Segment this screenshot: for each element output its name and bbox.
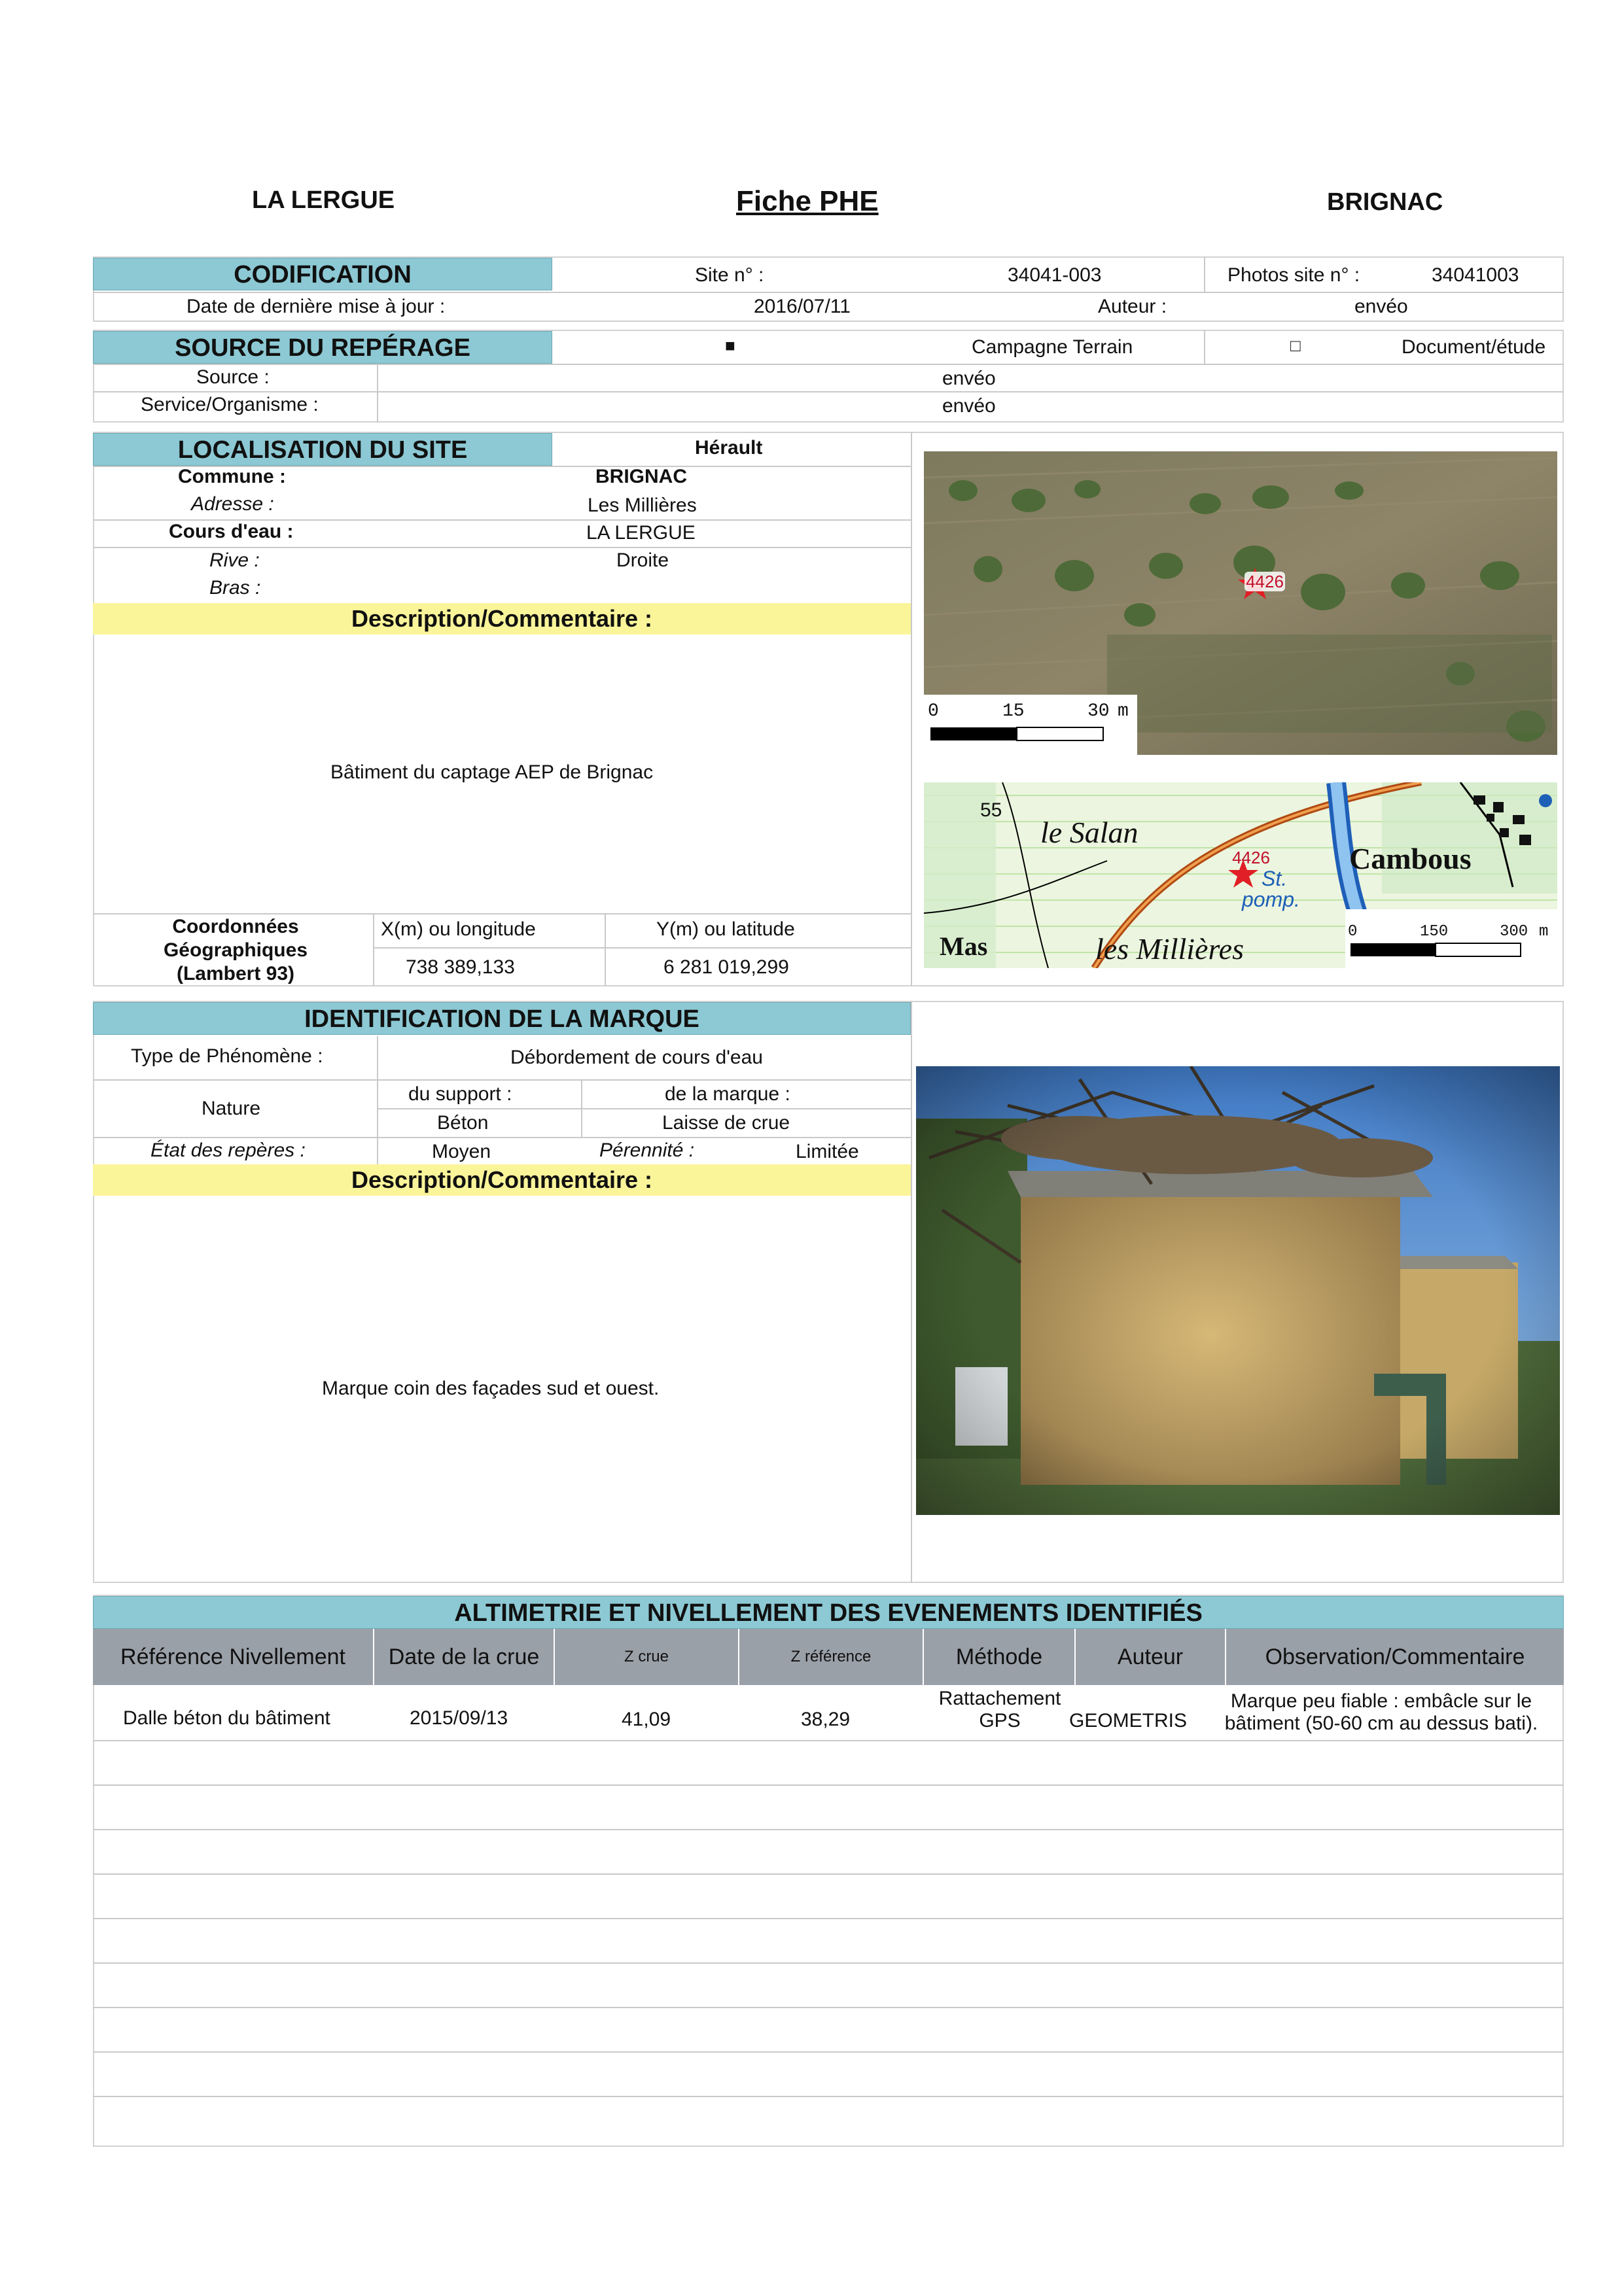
rive-value: Droite (616, 549, 669, 571)
commune-label: Commune : (178, 466, 286, 487)
column-header-methode: Méthode (924, 1629, 1076, 1685)
altimetrie-title: ALTIMETRIE ET NIVELLEMENT DES EVENEMENTS IDENTIFIÉS (93, 1596, 1564, 1629)
etat-reperes-value: Moyen (432, 1141, 491, 1162)
last-update-label: Date de dernière mise à jour : (186, 296, 446, 317)
divider (93, 391, 1564, 392)
x-coord-label: X(m) ou longitude (381, 918, 536, 940)
divider (1204, 256, 1205, 292)
marque-value: Laisse de crue (662, 1112, 790, 1134)
topo-label-55: 55 (980, 799, 1002, 821)
divider (93, 364, 1564, 365)
last-update-value: 2016/07/11 (754, 296, 851, 317)
column-header-z-reference: Z référence (739, 1629, 924, 1685)
phenomene-type-label: Type de Phénomène : (131, 1045, 323, 1067)
cours-eau-label: Cours d'eau : (169, 521, 294, 542)
mark-description-title: Description/Commentaire : (93, 1164, 911, 1196)
altimetrie-table-header (93, 1629, 1564, 1685)
topo-label-mas: Mas (940, 931, 988, 961)
nature-label: Nature (202, 1098, 261, 1119)
header-river: LA LERGUE (252, 186, 395, 214)
divider (911, 1001, 912, 1583)
row-date: 2015/09/13 (410, 1707, 508, 1729)
aerial-photo (924, 451, 1557, 755)
rive-label: Rive : (209, 549, 260, 571)
y-coord-label: Y(m) ou latitude (656, 918, 795, 940)
divider (373, 913, 374, 986)
table-row-divider (93, 1784, 1564, 1786)
row-z-reference: 38,29 (801, 1709, 851, 1730)
row-reference: Dalle béton du bâtiment (123, 1707, 330, 1729)
source-title: SOURCE DU REPÉRAGE (93, 331, 552, 364)
phenomene-type-value: Débordement de cours d'eau (510, 1047, 763, 1068)
table-row-divider (93, 1740, 1564, 1741)
divider (581, 1079, 582, 1137)
topo-scale-0: 0 (1348, 923, 1358, 941)
divider (93, 292, 1564, 293)
site-description-title: Description/Commentaire : (93, 603, 911, 635)
topo-label-salan: le Salan (1040, 816, 1139, 849)
column-header-z-crue: Z crue (555, 1629, 739, 1685)
document-checkbox[interactable]: □ (1290, 336, 1301, 355)
aerial-marker-label: 4426 (1246, 572, 1284, 591)
column-header-reference: Référence Nivellement (93, 1629, 374, 1685)
row-methode-line-1: Rattachement (938, 1688, 1061, 1709)
divider (373, 947, 911, 948)
author-label: Auteur : (1098, 296, 1167, 317)
table-row-divider (93, 1918, 1564, 1919)
support-value: Béton (437, 1112, 489, 1134)
perennite-label: Pérennité : (599, 1139, 695, 1161)
campagne-checkbox[interactable]: ■ (725, 336, 735, 355)
divider (377, 1108, 911, 1109)
divider (1204, 330, 1205, 364)
table-row-divider (93, 2096, 1564, 2097)
row-auteur: GEOMETRIS (1069, 1710, 1188, 1731)
topo-scale-150: 150 (1420, 923, 1449, 941)
site-number-value: 34041-003 (1008, 264, 1102, 286)
mark-description-value: Marque coin des façades sud et ouest. (322, 1378, 660, 1399)
site-description-value: Bâtiment du captage AEP de Brignac (330, 761, 654, 783)
bras-label: Bras : (209, 577, 261, 599)
topo-scale-300: 300 (1500, 923, 1528, 941)
aerial-scale-unit: m (1118, 701, 1129, 722)
service-value: envéo (942, 395, 996, 417)
divider (605, 913, 606, 986)
adresse-value: Les Millières (588, 495, 697, 516)
row-z-crue: 41,09 (622, 1709, 671, 1730)
perennite-value: Limitée (796, 1141, 859, 1162)
author-value: envéo (1354, 296, 1408, 317)
topo-label-cambous: Cambous (1349, 842, 1472, 875)
photos-site-value: 34041003 (1432, 264, 1519, 286)
column-header-date: Date de la crue (374, 1629, 555, 1685)
source-label: Source : (196, 366, 270, 388)
topographic-map (924, 782, 1557, 968)
coord-label-2: Géographiques (163, 939, 308, 961)
row-observation-line-1: Marque peu fiable : embâcle sur le (1230, 1690, 1532, 1712)
divider (377, 1036, 378, 1164)
divider (93, 1079, 911, 1081)
page-title: Fiche PHE (736, 185, 879, 217)
divider (377, 364, 378, 423)
identification-title: IDENTIFICATION DE LA MARQUE (93, 1002, 911, 1035)
aerial-scale-15: 15 (1002, 701, 1025, 722)
divider (93, 1137, 911, 1138)
adresse-label: Adresse : (191, 493, 274, 515)
topo-label-pomp: pomp. (1242, 888, 1300, 911)
localisation-title: LOCALISATION DU SITE (93, 433, 552, 466)
table-row-divider (93, 1962, 1564, 1964)
x-coord-value: 738 389,133 (406, 956, 515, 978)
site-number-label: Site n° : (695, 264, 764, 286)
column-header-auteur: Auteur (1076, 1629, 1226, 1685)
codification-title: CODIFICATION (93, 258, 552, 290)
topo-label-st: St. (1262, 867, 1288, 890)
topo-marker-label: 4426 (1232, 848, 1270, 867)
topo-label-millieres: les Millières (1095, 932, 1244, 965)
mark-photo (916, 1066, 1560, 1515)
etat-reperes-label: État des repères : (150, 1139, 306, 1161)
topo-scale-unit: m (1539, 923, 1549, 941)
campagne-label: Campagne Terrain (972, 336, 1133, 358)
table-row-divider (93, 2007, 1564, 2008)
header-commune: BRIGNAC (1327, 188, 1443, 216)
coord-label-3: (Lambert 93) (176, 963, 295, 984)
aerial-scale-0: 0 (928, 701, 939, 722)
marque-label: de la marque : (665, 1083, 790, 1105)
y-coord-value: 6 281 019,299 (663, 956, 789, 978)
aerial-scale-30: 30 (1087, 701, 1110, 722)
table-row-divider (93, 2051, 1564, 2053)
document-label: Document/étude (1402, 336, 1546, 358)
departement-value: Hérault (695, 437, 763, 459)
row-methode-line-2: GPS (979, 1710, 1021, 1731)
column-header-observation: Observation/Commentaire (1265, 1644, 1525, 1669)
table-row-divider (93, 1829, 1564, 1830)
divider (911, 432, 912, 986)
support-label: du support : (408, 1083, 512, 1105)
source-value: envéo (942, 368, 996, 389)
photos-site-label: Photos site n° : (1227, 264, 1360, 286)
cours-eau-value: LA LERGUE (586, 522, 696, 544)
service-label: Service/Organisme : (141, 394, 319, 415)
table-row-divider (93, 1873, 1564, 1875)
divider (93, 913, 911, 914)
commune-value: BRIGNAC (595, 466, 687, 487)
divider (93, 547, 911, 548)
row-observation-line-2: bâtiment (50-60 cm au dessus bati). (1224, 1713, 1538, 1734)
coord-label-1: Coordonnées (172, 916, 299, 937)
